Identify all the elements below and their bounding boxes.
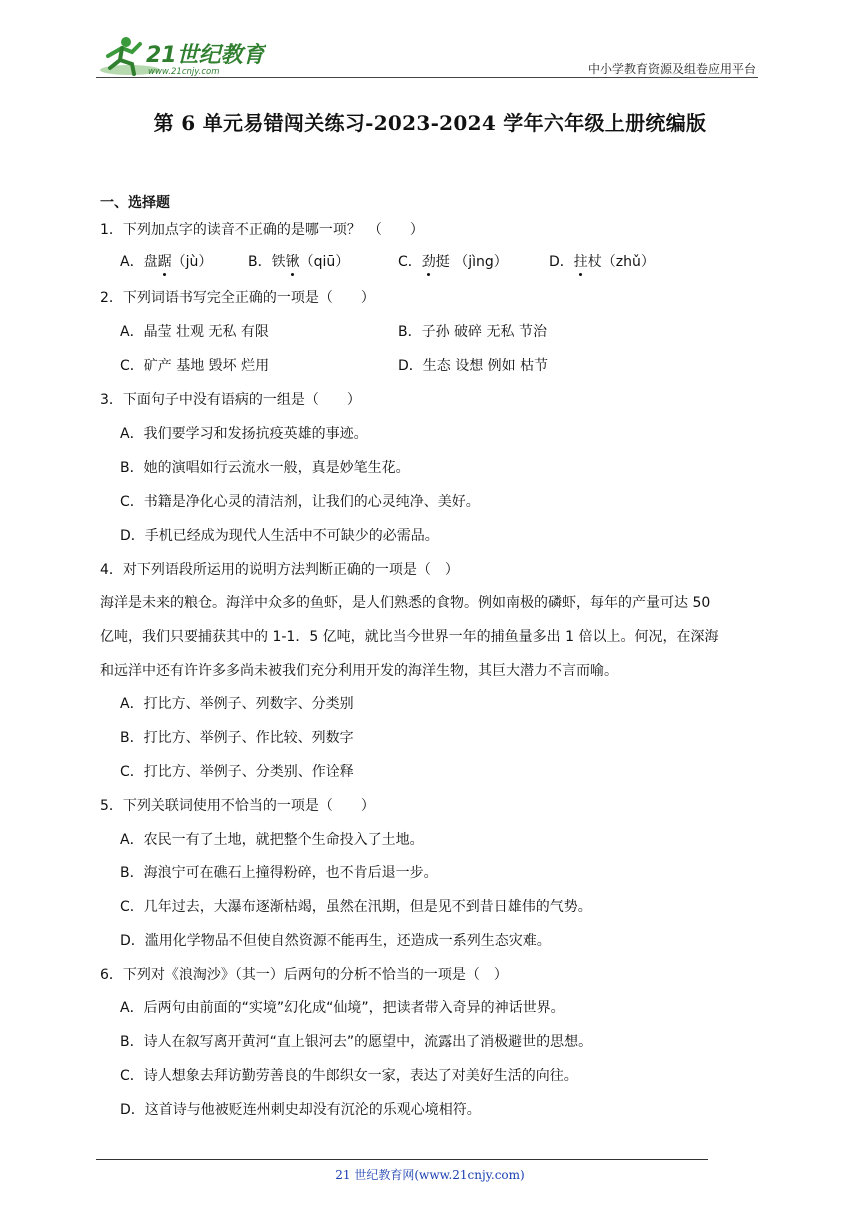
footer-link[interactable]: 21 世纪教育网(www.21cnjy.com) xyxy=(335,1168,525,1182)
q1-d-pre: D． xyxy=(549,254,574,270)
site-logo xyxy=(96,34,266,80)
q6-option-a: A．后两句由前面的“实境”幻化成“仙境”，把读者带入奇异的神话世界。 xyxy=(120,1000,565,1016)
q4-passage-line-3: 和远洋中还有许许多多尚未被我们充分利用开发的海洋生物，其巨大潜力不言而喻。 xyxy=(100,663,618,679)
q1-c-post: 挺 （jìng） xyxy=(435,254,508,270)
q1-option-d xyxy=(549,251,655,271)
section-heading: 一、选择题 xyxy=(100,195,170,211)
q1-option-c xyxy=(398,251,508,271)
question-3-stem: 3．下面句子中没有语病的一组是（ ） xyxy=(100,392,361,408)
q1-a-dotted: 踞 xyxy=(158,251,172,271)
q6-option-c: C．诗人想象去拜访勤劳善良的牛郎织女一家，表达了对美好生活的向往。 xyxy=(120,1068,578,1084)
question-6-stem: 6．下列对《浪淘沙》（其一）后两句的分析不恰当的一项是（ ） xyxy=(100,967,508,983)
q4-option-a: A．打比方、举例子、列数字、分类别 xyxy=(120,696,354,712)
q4-option-b: B．打比方、举例子、作比较、列数字 xyxy=(120,730,354,746)
q3-option-b: B．她的演唱如行云流水一般，真是妙笔生花。 xyxy=(120,460,410,476)
question-5-stem: 5．下列关联词使用不恰当的一项是（ ） xyxy=(100,798,375,814)
question-1-stem: 1．下列加点字的读音不正确的是哪一项？ （ ） xyxy=(100,222,424,238)
q1-d-dotted: 拄 xyxy=(574,251,588,271)
q2-option-a: A．晶莹 壮观 无私 有限 xyxy=(120,324,269,340)
platform-name: 中小学教育资源及组卷应用平台 xyxy=(587,62,756,76)
question-2-stem: 2．下列词语书写完全正确的一项是（ ） xyxy=(100,290,375,306)
q5-option-c: C．几年过去，大瀑布逐渐枯竭，虽然在汛期，但是见不到昔日雄伟的气势。 xyxy=(120,899,592,915)
q4-passage-line-2: 亿吨，我们只要捕获其中的 1-1．5 亿吨，就比当今世界一年的捕鱼量多出 1 倍以上。何况，在深海 xyxy=(100,629,719,645)
q5-option-d: D．滥用化学物品不但使自然资源不能再生，还造成一系列生态灾难。 xyxy=(120,933,551,949)
header-divider xyxy=(96,77,758,78)
runner-logo-icon xyxy=(96,34,266,80)
q2-option-b: B．子孙 破碎 无私 节治 xyxy=(398,324,547,340)
q5-option-b: B．海浪宁可在礁石上撞得粉碎，也不肯后退一步。 xyxy=(120,865,438,881)
q2-option-c: C．矿产 基地 毁坏 烂用 xyxy=(120,358,270,374)
q3-option-d: D．手机已经成为现代人生活中不可缺少的必需品。 xyxy=(120,528,439,544)
q1-b-pre: B．铁 xyxy=(248,254,286,270)
logo-url: www.21cnjy.com xyxy=(148,67,220,77)
q6-option-b: B．诗人在叙写离开黄河“直上银河去”的愿望中，流露出了消极避世的思想。 xyxy=(120,1034,593,1050)
footer-divider xyxy=(96,1159,708,1160)
q3-option-c: C．书籍是净化心灵的清洁剂，让我们的心灵纯净、美好。 xyxy=(120,494,480,510)
q6-option-d: D．这首诗与他被贬连州刺史却没有沉沦的乐观心境相符。 xyxy=(120,1102,481,1118)
q1-option-b xyxy=(248,251,349,271)
q3-option-a: A．我们要学习和发扬抗疫英雄的事迹。 xyxy=(120,426,368,442)
q2-option-d: D．生态 设想 例如 枯节 xyxy=(398,358,549,374)
page-title: 第 6 单元易错闯关练习-2023-2024 学年六年级上册统编版 xyxy=(153,111,707,135)
question-4-stem: 4．对下列语段所运用的说明方法判断正确的一项是（ ） xyxy=(100,562,459,578)
q1-a-pre: A．盘 xyxy=(120,254,158,270)
q1-b-post: （qiū） xyxy=(299,254,350,270)
q1-b-dotted: 锹 xyxy=(286,251,300,271)
q1-option-a xyxy=(120,251,212,271)
q1-d-post: 杖（zhǔ） xyxy=(587,254,655,270)
q4-passage-line-1: 海洋是未来的粮仓。海洋中众多的鱼虾，是人们熟悉的食物。例如南极的磷虾，每年的产量可达 50 xyxy=(100,595,711,611)
q4-option-c: C．打比方、举例子、分类别、作诠释 xyxy=(120,764,354,780)
logo-text: 21世纪教育 xyxy=(146,43,265,68)
q5-option-a: A．农民一有了土地，就把整个生命投入了土地。 xyxy=(120,832,424,848)
q1-c-pre: C． xyxy=(398,254,422,270)
q1-c-dotted: 劲 xyxy=(422,251,436,271)
q1-a-post: （jù） xyxy=(171,254,213,270)
